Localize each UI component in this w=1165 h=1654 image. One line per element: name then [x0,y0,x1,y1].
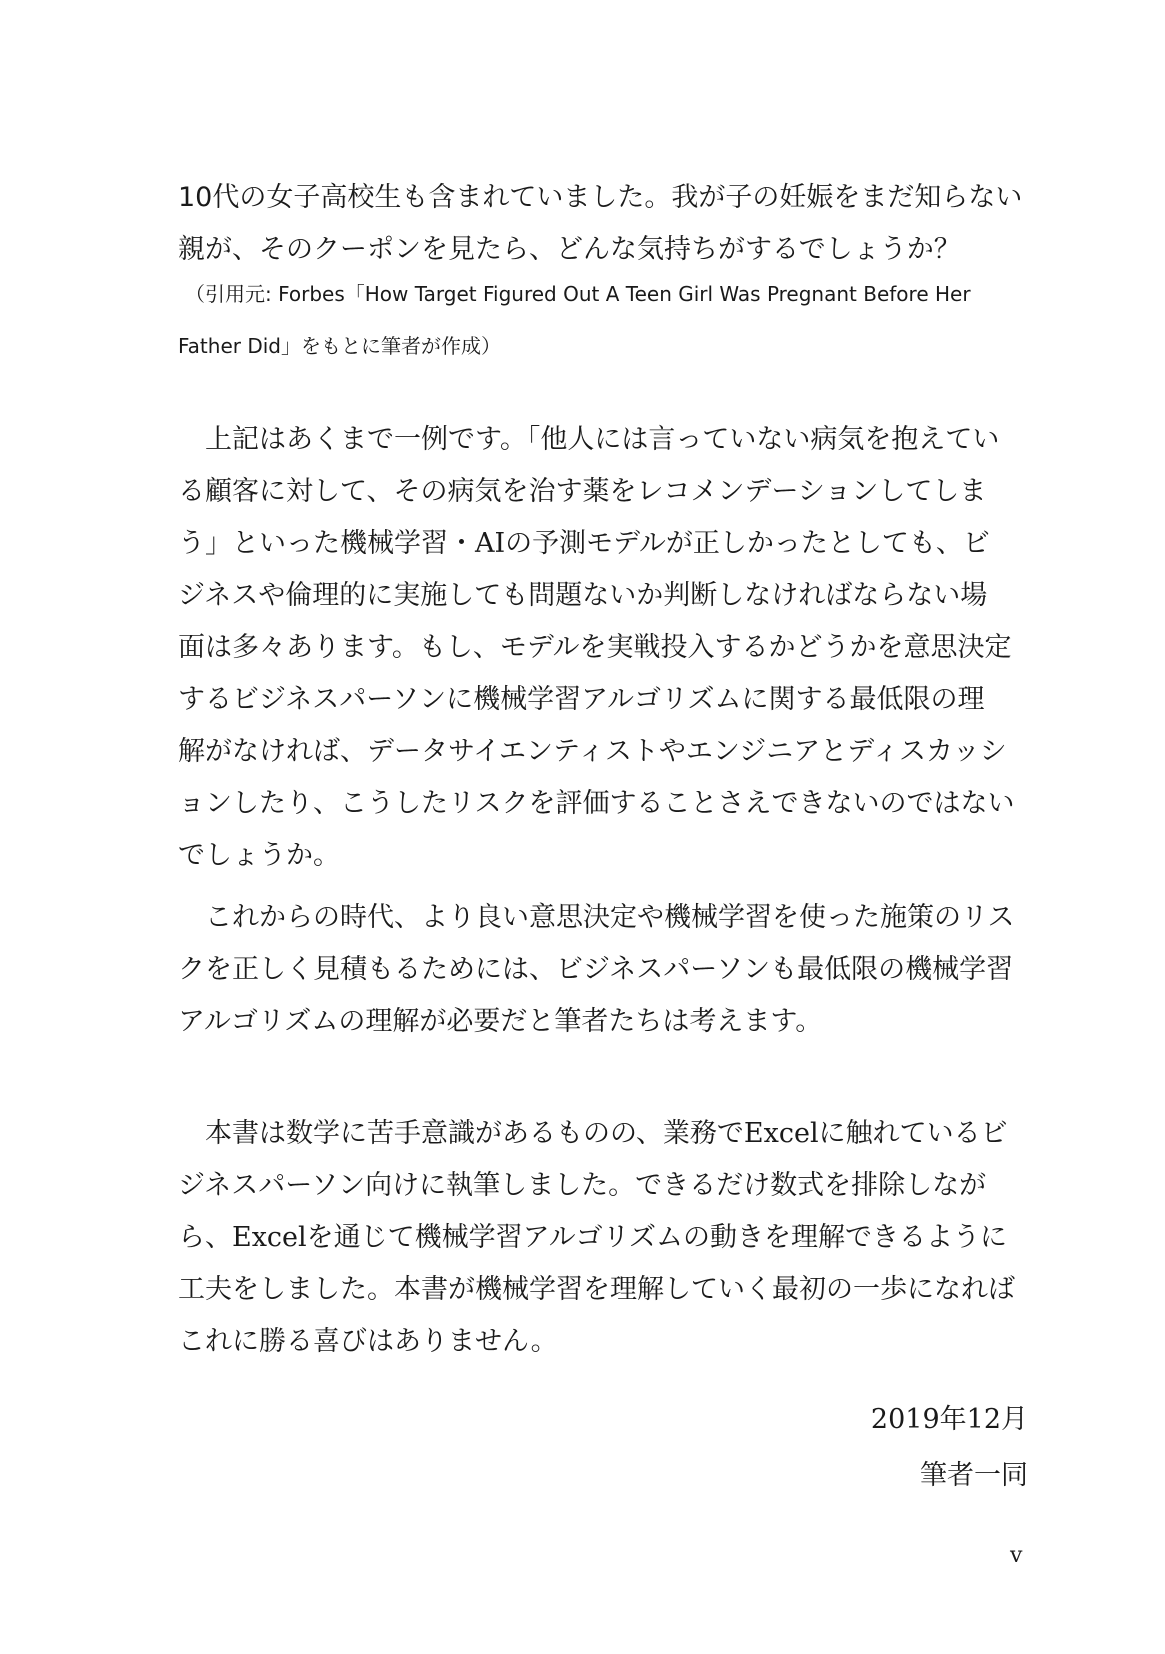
text-line: ら、Excelを通じて機械学習アルゴリズムの動きを理解できるように [178,1222,1008,1253]
text-line: ジネスや倫理的に実施しても問題ないか判断しなければならない場 [178,580,988,611]
text-line: するビジネスパーソンに機械学習アルゴリズムに関する最低限の理 [178,684,985,715]
intro-paragraph [178,172,1028,276]
text-line: これに勝る喜びはありません。 [178,1326,558,1357]
text-line: 親が、そのクーポンを見たら、どんな気持ちがするでしょうか？ [178,234,961,265]
text-line: 上記はあくまで一例です。「他人には言っていない病気を抱えてい [178,424,1000,455]
paragraph-3 [178,1108,1028,1368]
page-number: v [1010,1543,1023,1568]
signature-author: 筆者一同 [920,1460,1028,1491]
text-line: 解がなければ、データサイエンティストやエンジニアとディスカッシ [178,736,1007,767]
text-line: う」といった機械学習・AIの予測モデルが正しかったとしても、ビ [178,528,990,559]
citation [178,268,1035,372]
citation-line: Father Did」をもとに筆者が作成） [178,334,501,358]
text-line: 本書は数学に苦手意識があるものの、業務でExcelに触れているビ [178,1118,1008,1149]
paragraph-2 [178,892,1028,1048]
text-line: 工夫をしました。本書が機械学習を理解していく最初の一歩になれば [178,1274,1015,1305]
text-line: クを正しく見積もるためには、ビジネスパーソンも最低限の機械学習 [178,954,1014,985]
paragraph-1 [178,414,1028,882]
text-line: アルゴリズムの理解が必要だと筆者たちは考えます。 [178,1006,823,1037]
text-line: 面は多々あります。もし、モデルを実戦投入するかどうかを意思決定 [178,632,1012,663]
signature-date: 2019年12月 [870,1404,1028,1435]
citation-line: （引用元: Forbes「How Target Figured Out A Teen Girl Was Pregnant Before Her [185,282,971,306]
text-line: る顧客に対して、その病気を治す薬をレコメンデーションしてしま [178,476,987,507]
text-line: これからの時代、より良い意思決定や機械学習を使った施策のリス [178,902,1015,933]
text-line: 10代の女子高校生も含まれていました。我が子の妊娠をまだ知らない [178,182,1023,213]
signature [871,1392,1028,1504]
text-line: ジネスパーソン向けに執筆しました。できるだけ数式を排除しなが [178,1170,987,1201]
text-line: ョンしたり、こうしたリスクを評価することさえできないのではない [178,788,1015,819]
text-line: でしょうか。 [178,840,340,871]
